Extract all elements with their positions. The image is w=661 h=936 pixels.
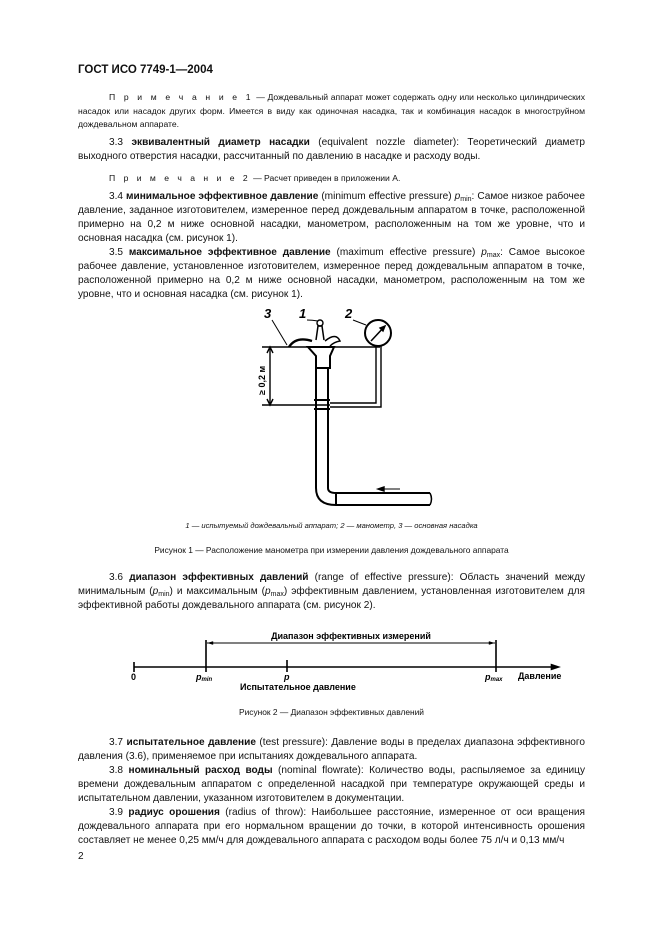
symbol-subscript: max xyxy=(270,591,284,598)
leader-1 xyxy=(307,320,318,321)
note-label: П р и м е ч а н и е 1 xyxy=(109,92,254,102)
clause-number: 3.9 xyxy=(109,807,129,818)
leader-3 xyxy=(272,320,287,345)
pipe-break xyxy=(430,493,432,505)
clause-term: максимальное эффективное давление xyxy=(128,247,331,258)
clause-text: : Наибольшее расстояние, измеренное от оси вращения дождевального аппарата при его нормальном вращении до точки, в которой интенсивность орошения составляет не менее 0,25 мм/ч для дождевального аппарата с расходом воды более 75 л/ч и 0,13 мм/ч xyxy=(78,807,585,846)
clause-3-8 xyxy=(78,764,585,806)
clause-term: испытательное давление xyxy=(126,737,256,748)
clause-text: : Теоретический диаметр выходного отверстия насадки, рассчитанный по давлению в насадке и расходу воды. xyxy=(78,137,586,162)
symbol-subscript: max xyxy=(486,252,501,259)
clause-term: эквивалентный диаметр насадки xyxy=(131,137,310,148)
clause-english-term: (minimum effective pressure) xyxy=(318,191,455,202)
pmin-subscript: min xyxy=(201,677,213,683)
note-text: — Расчет приведен в приложении А. xyxy=(250,173,401,183)
flow-arrow-head xyxy=(378,487,384,491)
pressure-gauge xyxy=(365,320,391,346)
document-header: ГОСТ ИСО 7749-1—2004 xyxy=(78,64,213,76)
clause-text: ) и максимальным ( xyxy=(169,586,266,597)
clause-number: 3.4 xyxy=(109,191,127,202)
gauge-pipe xyxy=(330,346,381,407)
figure-1-legend: 1 — испытуемый дождевальный аппарат; 2 — манометр, 3 — основная насадка xyxy=(185,521,478,530)
clause-term: радиус орошения xyxy=(128,807,220,818)
clause-text: ) эффективным давлением, установленная изготовителем для эффективной работы дождевального аппарата (см. рисунок 2). xyxy=(78,586,586,611)
symbol-subscript: min xyxy=(460,196,472,203)
clause-number: 3.6 xyxy=(109,572,130,583)
clause-3-4 xyxy=(78,190,585,246)
clause-term: минимальное эффективное давление xyxy=(126,191,319,202)
clause-english-term: (range of effective pressure) xyxy=(308,572,451,583)
sprinkler-body xyxy=(308,347,334,368)
dimension-arrows xyxy=(267,347,273,405)
pmax-symbol: p xyxy=(485,672,491,682)
symbol-p: p xyxy=(152,586,159,597)
symbol-p: p xyxy=(265,586,271,597)
symbol-subscript: min xyxy=(158,591,170,598)
clause-english-term: (test pressure) xyxy=(255,737,326,748)
p-label: p xyxy=(284,672,290,682)
pmax-subscript: max xyxy=(490,677,503,683)
gauge-needle xyxy=(371,326,385,341)
zero-label: 0 xyxy=(131,672,137,682)
page-number: 2 xyxy=(78,851,84,862)
clause-3-3 xyxy=(78,136,585,164)
clause-number: 3.5 xyxy=(109,247,129,258)
dimension-label: ≥ 0,2 м xyxy=(257,365,267,395)
clause-number: 3.7 xyxy=(109,737,127,748)
note-2 xyxy=(78,172,585,186)
note-text: — Дождевальный аппарат может содержать одну или несколько цилиндрических насадок или насадок других форм. Имеется в виду как одиночная насадка, так и комбинация насадок в многоструйном дождевальном аппарате. xyxy=(78,92,586,129)
pipe-elbow xyxy=(316,488,336,505)
sprinkler-spindle xyxy=(316,326,324,340)
test-pressure-label: Испытательное давление xyxy=(240,682,356,692)
clause-3-7 xyxy=(78,736,585,764)
clause-text: : Самое высокое рабочее давление, установленное изготовителем, измеренное перед дождевальным аппаратом в точке, расположенной примерно на 0,2 м ниже основной насадки, манометром, расположенным на том же уровне, что и основная насадка (см. рисунок 1). xyxy=(78,247,586,300)
symbol-p: p xyxy=(481,247,487,258)
clause-3-5 xyxy=(78,246,585,302)
clause-term: диапазон эффективных давлений xyxy=(129,572,309,583)
clause-english-term: (nominal flowrate) xyxy=(272,765,361,776)
axis-arrow-head xyxy=(551,664,560,670)
gauge-needle-head xyxy=(380,326,385,331)
clause-number: 3.8 xyxy=(109,765,129,776)
clause-3-6 xyxy=(78,571,585,613)
sprinkler-arm xyxy=(325,337,340,347)
note-1 xyxy=(78,91,585,132)
pmax-label xyxy=(484,672,503,683)
clause-text: : Давление воды в пределах диапазона эффективного давления (3.6), применяемое при испытаниях дождевального аппарата. xyxy=(78,737,585,762)
axis-label: Давление xyxy=(518,671,562,681)
clause-english-term: (maximum effective pressure) xyxy=(330,247,482,258)
clause-english-term: (radius of throw) xyxy=(219,807,304,818)
clause-text: : Количество воды, распыляемое за единицу времени дождевальным аппаратом с определенной насадкой при температуре окружающей среды и испытательном давлении, указанном изготовителем в документации. xyxy=(78,765,585,804)
pmin-symbol: p xyxy=(196,672,202,682)
range-arrow-heads xyxy=(208,642,494,645)
figure-1-caption: Рисунок 1 — Расположение манометра при измерении давления дождевального аппарата xyxy=(154,545,509,555)
clause-3-9 xyxy=(78,806,585,848)
range-label: Диапазон эффективных измерений xyxy=(271,631,431,641)
symbol-p: p xyxy=(454,191,461,202)
note-label: П р и м е ч а н и е 2 xyxy=(109,173,251,183)
clause-english-term: (equivalent nozzle diameter) xyxy=(309,137,457,148)
main-nozzle xyxy=(289,339,312,347)
label-2: 2 xyxy=(345,306,353,321)
figure-2-caption: Рисунок 2 — Диапазон эффективных давлений xyxy=(239,707,424,717)
clause-term: номинальный расход воды xyxy=(128,765,273,776)
leader-2 xyxy=(353,320,366,325)
clause-number: 3.3 xyxy=(109,137,132,148)
label-3: 3 xyxy=(264,306,272,321)
sprinkler-cap xyxy=(317,320,323,326)
pmin-label xyxy=(195,672,213,683)
clause-text: : Область значений между минимальным ( xyxy=(78,572,586,597)
clause-text: : Самое низкое рабочее давление, заданное изготовителем, измеренное перед дождевальным аппаратом в точке, расположенной примерно на 0,2 м ниже основной насадки, манометром, расположенным на том же уровне, что и основная насадка (см. рисунок 1). xyxy=(78,191,585,244)
label-1: 1 xyxy=(299,306,307,321)
